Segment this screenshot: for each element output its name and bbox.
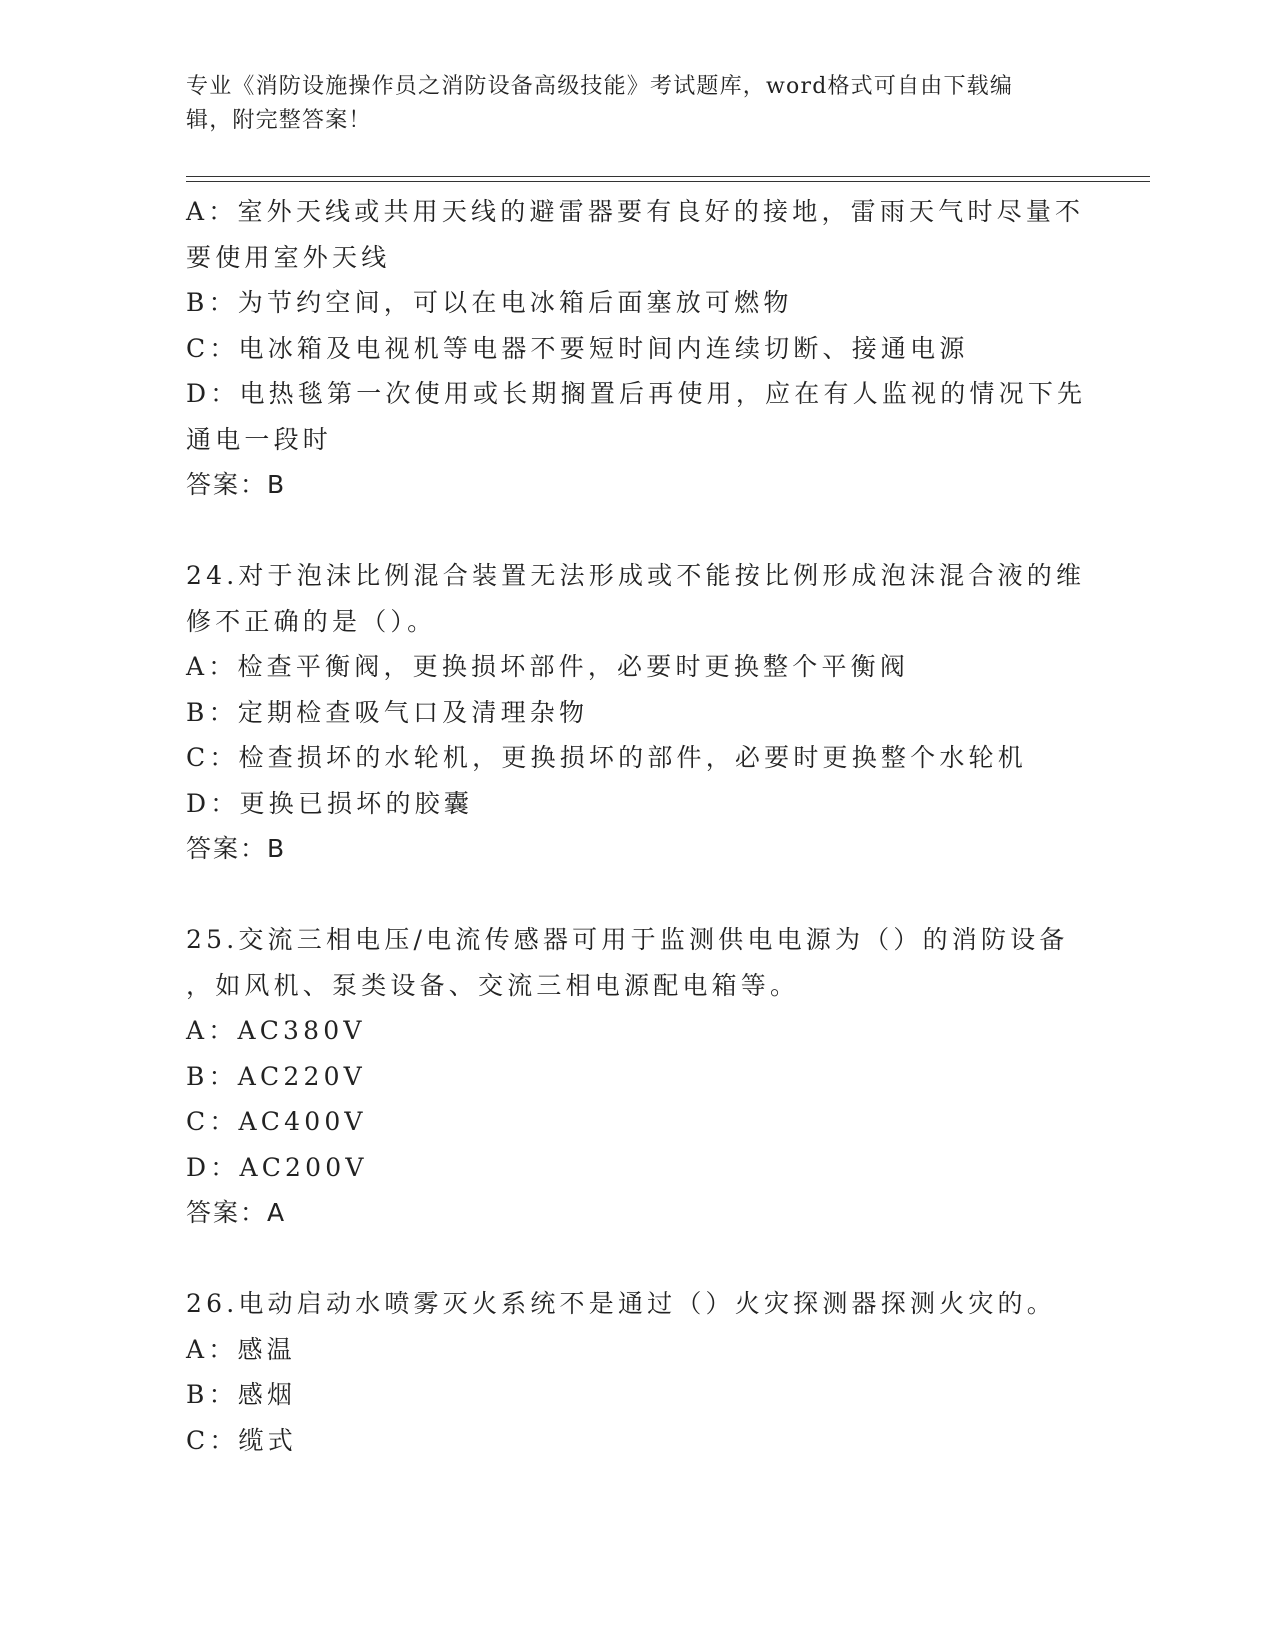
q24-answer: 答案：B xyxy=(186,834,287,863)
q23-option-a-line-2: 要使用室外天线 xyxy=(186,242,391,272)
q26-option-c: C：缆式 xyxy=(186,1425,297,1455)
spacer xyxy=(186,1236,1056,1282)
q24-option-b: B：定期检查吸气口及清理杂物 xyxy=(186,697,589,727)
question-list xyxy=(186,189,1087,1463)
spacer xyxy=(186,872,1056,918)
q25-option-d: D：AC200V xyxy=(186,1152,368,1182)
q26-stem-line-1: 26.电动启动水喷雾灭火系统不是通过（）火灾探测器探测火灾的。 xyxy=(186,1289,1056,1318)
q24-option-c: C：检查损坏的水轮机，更换损坏的部件，必要时更换整个水轮机 xyxy=(186,743,1027,772)
q25-stem-line-1: 25.交流三相电压/电流传感器可用于监测供电电源为（）的消防设备 xyxy=(186,925,1069,954)
header-divider-top xyxy=(186,176,1150,177)
q23-option-a-line-1: A：室外天线或共用天线的避雷器要有良好的接地，雷雨天气时尽量不 xyxy=(186,197,1085,226)
q25-option-c: C：AC400V xyxy=(186,1107,367,1136)
q24-stem-line-1: 24.对于泡沫比例混合装置无法形成或不能按比例形成泡沫混合液的维 xyxy=(186,561,1086,590)
header-line-1: 专业《消防设施操作员之消防设备高级技能》考试题库，word格式可自由下载编 xyxy=(186,74,1014,99)
q25-option-a: A：AC380V xyxy=(186,1016,366,1045)
document-header xyxy=(186,70,1086,138)
question-23 xyxy=(186,189,1087,508)
q23-option-c: C：电冰箱及电视机等电器不要短时间内连续切断、接通电源 xyxy=(186,333,969,363)
q26-option-a: A：感温 xyxy=(186,1334,296,1364)
q25-option-b: B：AC220V xyxy=(186,1061,366,1091)
q23-option-d-line-1: D：电热毯第一次使用或长期搁置后再使用，应在有人监视的情况下先 xyxy=(186,379,1087,408)
header-divider-bottom xyxy=(186,181,1150,182)
q25-stem-line-2: ，如风机、泵类设备、交流三相电源配电箱等。 xyxy=(186,970,800,1000)
q24-option-d: D：更换已损坏的胶囊 xyxy=(186,788,474,818)
q26-option-b: B：感烟 xyxy=(186,1380,297,1409)
q24-stem-line-2: 修不正确的是（）。 xyxy=(186,606,437,636)
question-25 xyxy=(186,917,1069,1236)
q23-option-b: B：为节约空间，可以在电冰箱后面塞放可燃物 xyxy=(186,288,793,317)
q23-option-d-line-2: 通电一段时 xyxy=(186,424,333,454)
header-line-2: 辑，附完整答案！ xyxy=(186,108,372,133)
q24-option-a: A：检查平衡阀，更换损坏部件，必要时更换整个平衡阀 xyxy=(186,652,910,681)
q25-answer: 答案：A xyxy=(186,1198,287,1227)
spacer xyxy=(186,508,1056,554)
question-24 xyxy=(186,553,1086,872)
q23-answer: 答案：B xyxy=(186,470,287,499)
question-26 xyxy=(186,1281,1056,1463)
